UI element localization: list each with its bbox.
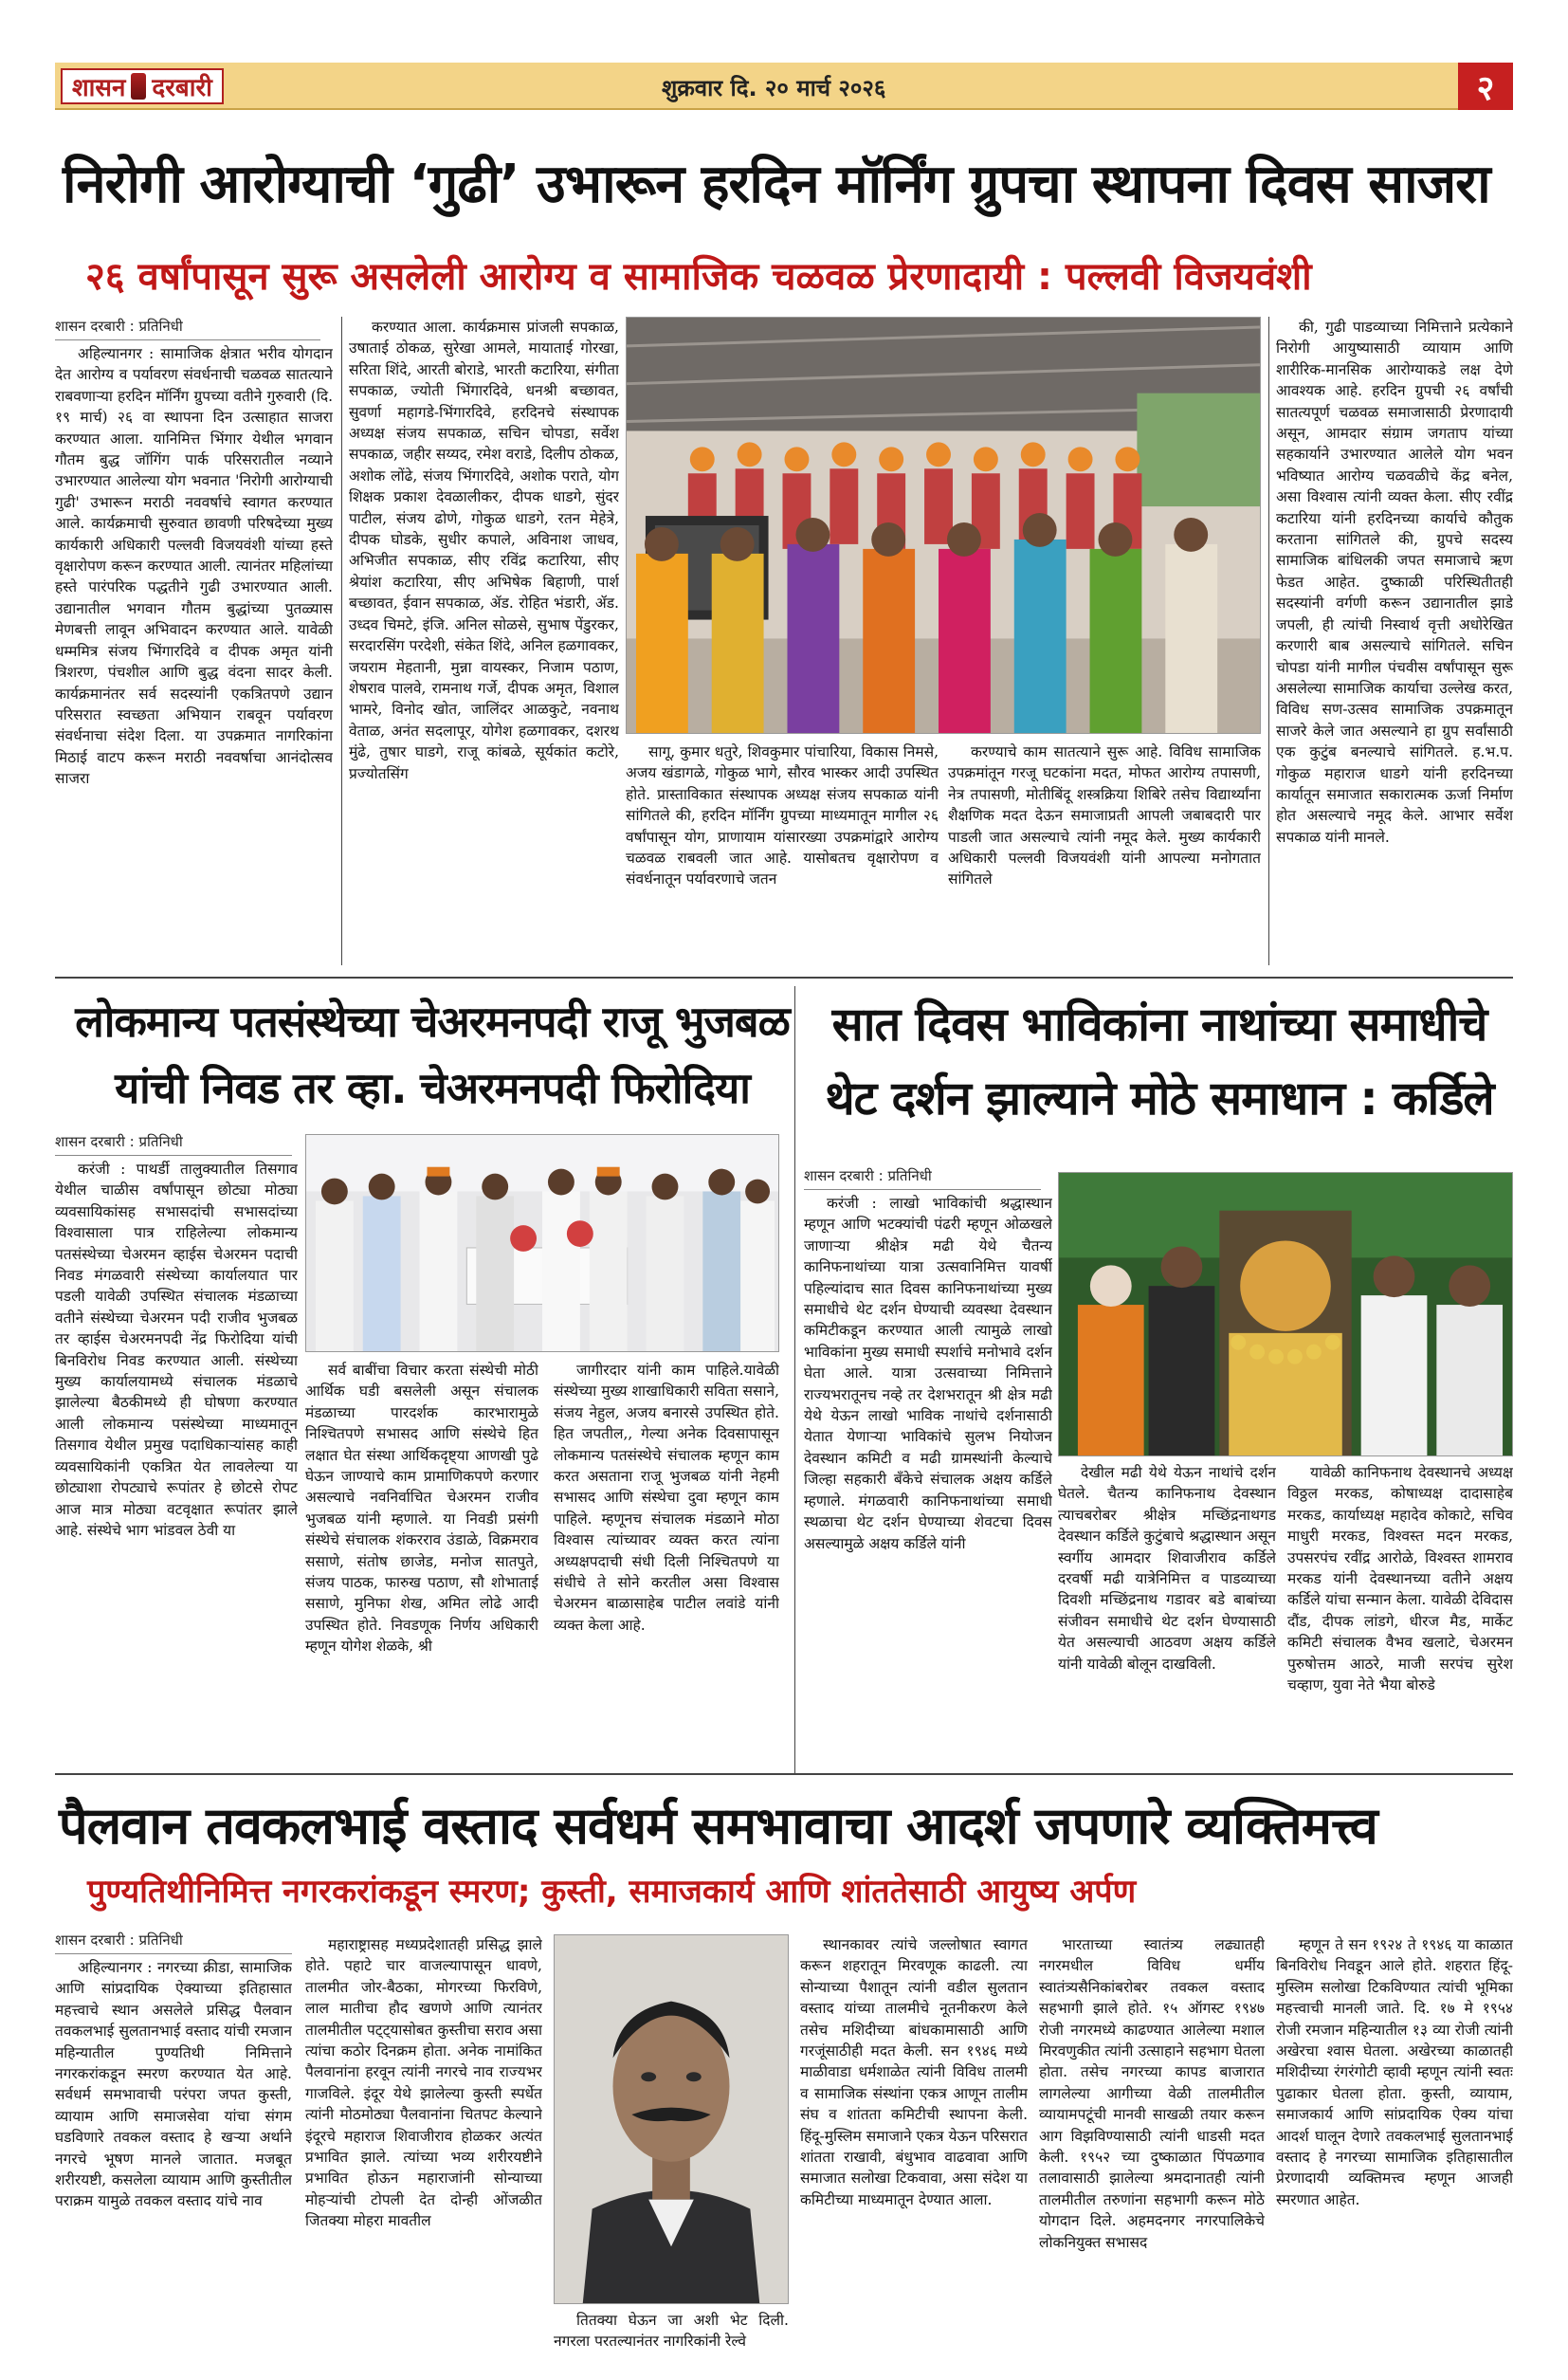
- article3-samadhi-photo: [1058, 1172, 1513, 1456]
- article3-headline-line2: थेट दर्शन झाल्याने मोठे समाधान : कर्डिले: [825, 1071, 1494, 1126]
- article2-col2: सर्व बाबींचा विचार करता संस्थेची मोठी आर्थिक घडी बसलेली असून संचालक मंडळाच्या पारदर्शक कारभारामुळे निश्चितपणे सभासद आणि संस्थेचे हित लक्षात घेत संस्था आर्थिकदृष्ट्या आणखी पुढे घेऊन जाण्याचे काम प्रामाणिकपणे करणार असल्याचे नवनिर्वाचित चेअरमन राजीव भुजबळ यांनी म्हणाले. या निवडी प्रसंगी संस्थेचे संचालक शंकरराव उंडाळे, विक्रमराव ससाणे, संतोष छाजेड, मनोज सातपुते, संजय पाठक, फारुख पठाण, सौ शोभाताई ससाणे, मुनिफा शेख, अमित लोढे आदी उपस्थित होते. निवडणूक निर्णय अधिकारी म्हणून योगेश शेळके, श्री: [305, 1362, 538, 1656]
- article4-col5: भारताच्या स्वातंत्र्य लढ्यातही नगरमधील विविध धर्मीय स्वातंत्र्यसैनिकांबरोबर तवकल वस्ताद सहभागी झाले होते. १५ ऑगस्ट १९४७ रोजी नगरमध्ये काढण्यात आलेल्या मशाल मिरवणुकीत त्यांनी उत्साहाने सहभाग घेतला होता. तसेच नगरच्या कापड बाजारात लागलेल्या आगीच्या वेळी तालमीतील व्यायामपटूंची मानवी साखळी तयार करून आग विझविण्यासाठी त्यांनी धाडसी मदत केली. १९५२ च्या दुष्काळात पिंपळगाव तलावासाठी झालेल्या श्रमदानातही त्यांनी तालमीतील तरुणांना सहभागी करून मोठे योगदान दिले. अहमदनगर नगरपालिकेचे लोकनियुक्त सभासद: [1039, 1936, 1265, 2251]
- page-number: २: [1458, 63, 1513, 110]
- article1-group-photo: [626, 317, 1261, 734]
- section-divider: [55, 1773, 1513, 1775]
- logo-right-text: दरबारी: [152, 74, 212, 102]
- article2-headline-line2: यांची निवड तर व्हा. चेअरमनपदी फिरोदिया: [115, 1063, 750, 1113]
- article3-headline-line1: सात दिवस भाविकांना नाथांच्या समाधीचे: [831, 998, 1487, 1052]
- article4-col2: महाराष्ट्रासह मध्यप्रदेशातही प्रसिद्ध झाले होते. पहाटे चार वाजल्यापासून धावणे, तालमीत जोर-बैठका, मोगरच्या फिरविणे, लाल मातीचा हौद खणणे आणि त्यानंतर तालमीतील पट्ट्यासोबत कुस्तीचा सराव असा त्यांचा कठोर दिनक्रम होता. अनेक नामांकित पैलवानांना हरवून त्यांनी नगरचे नाव राज्यभर गाजविले. इंदूर येथे झालेल्या कुस्ती स्पर्धेत त्यांनी मोठमोठ्या पैलवानांना चितपट केल्याने इंदूरचे महाराज शिवाजीराव होळकर अत्यंत प्रभावित झाले. त्यांच्या भव्य शरीरयष्टीने प्रभावित होऊन महाराजांनी सोन्याच्या मोहऱ्यांची टोपली देत दोन्ही ओंजळीत जितक्या मोहरा मावतील: [305, 1936, 542, 2230]
- article1-byline: शासन दरबारी : प्रतिनिधी: [55, 317, 320, 340]
- article1-col5: की, गुढी पाडव्याच्या निमित्ताने प्रत्येकाने निरोगी आयुष्यासाठी व्यायाम आणि शारीरिक-मानसिक आरोग्याकडे लक्ष देणे आवश्यक आहे. हरदिन ग्रुपची २६ वर्षांची सातत्यपूर्ण चळवळ समाजासाठी प्रेरणादायी असून, आमदार संग्राम जगताप यांच्या सहकार्याने उभारण्यात आलेले योग भवन भविष्यात आरोग्य चळवळीचे केंद्र बनेल, असा विश्वास त्यांनी व्यक्त केला. सीए रवींद्र कटारिया यांनी हरदिनच्या कार्याचे कौतुक करताना सांगितले की, ग्रुपचे सदस्य सामाजिक बांधिलकी जपत समाजाचे ऋण फेडत आहेत. दुष्काळी परिस्थितीतही सदस्यांनी वर्गणी करून उद्यानातील झाडे जपली, ही त्यांची निस्वार्थ वृत्ती अधोरेखित करणारी बाब असल्याचे सांगितले. सचिन चोपडा यांनी मागील पंचवीस वर्षांपासून सुरू असलेल्या सामाजिक कार्याचा उल्लेख करत, विविध सण-उत्सव सामाजिक उपक्रमातून साजरे केले जात असल्याने हा ग्रुप सर्वांसाठी एक कुटुंब बनल्याचे सांगितले. ह.भ.प. गोकुळ महाराज धाडगे यांनी हरदिनच्या कार्यातून समाजात सकारात्मक ऊर्जा निर्माण होत असल्याचे नमूद केले. आभार सर्वेश सपकाळ यांनी मानले.: [1276, 319, 1513, 846]
- article1-col3: सागू, कुमार धतुरे, शिवकुमार पांचारिया, विकास निमसे, अजय खंडागळे, गोकुळ भागे, सौरव भास्कर आदी उपस्थित होते. प्रास्ताविकात संस्थापक अध्यक्ष संजय सपकाळ यांनी सांगितले की, हरदिन मॉर्निंग ग्रुपच्या माध्यमातून मागील २६ वर्षांपासून योग, प्राणायाम यांसारख्या उपक्रमांद्वारे आरोग्य चळवळ राबवली जात आहे. यासोबतच वृक्षारोपण व संवर्धनातून पर्यावरणाचे जतन: [626, 743, 939, 888]
- article4-subheadline: पुण्यतिथीनिमित्त नगरकरांकडून स्मरण; कुस्ती, समाजकार्य आणि शांततेसाठी आयुष्य अर्पण: [87, 1873, 1137, 1911]
- article1-col4: करण्याचे काम सातत्याने सुरू आहे. विविध सामाजिक उपक्रमांतून गरजू घटकांना मदत, मोफत आरोग्य तपासणी, नेत्र तपासणी, मोतीबिंदू शस्त्रक्रिया शिबिरे तसेच विद्यार्थ्यांना शैक्षणिक मदत देऊन समाजाप्रती आपली जबाबदारी पार पाडली जात असल्याचे त्यांनी नमूद केले. मुख्य कार्यकारी अधिकारी पल्लवी विजयवंशी यांनी आपल्या मनोगतात सांगितले: [948, 743, 1261, 888]
- article2-col3: जागीरदार यांनी काम पाहिले.यावेळी संस्थेच्या मुख्य शाखाधिकारी सविता ससाने, संजय नेहुल, अजय बनारसे उपस्थित होते. हित जपतील,, गेल्या अनेक दिवसापासून लोकमान्य पतसंस्थेचे संचालक म्हणून काम करत असताना राजू भुजबळ यांनी नेहमी सभासद आणि संस्थेचा दुवा म्हणून काम पाहिले. म्हणूनच संचालक मंडळाने मोठा विश्वास त्यांच्यावर व्यक्त करत त्यांना अध्यक्षपदाची संधी दिली निश्चितपणे या संधीचे ते सोने करतील असा विश्वास चेअरमन बाळासाहेब पाटील लवांडे यांनी व्यक्त केला आहे.: [554, 1362, 779, 1634]
- pen-icon: [131, 73, 146, 100]
- section-divider: [55, 977, 1513, 979]
- article4-headline: पैलवान तवकलभाई वस्ताद सर्वधर्म समभावाचा आदर्श जपणारे व्यक्तिमत्त्व: [59, 1796, 1377, 1856]
- article1-headline: निरोगी आरोग्याची ‘गुढी’ उभारून हरदिन मॉर्निंग ग्रुपचा स्थापना दिवस साजरा: [63, 154, 1490, 215]
- column-divider: [794, 986, 795, 1773]
- article2-byline: शासन दरबारी : प्रतिनिधी: [55, 1132, 292, 1156]
- logo-left-text: शासन: [72, 74, 126, 102]
- article3-col3: यावेळी कानिफनाथ देवस्थानचे अध्यक्ष विठ्ठल मरकड, कोषाध्यक्ष दादासाहेब मरकड, कार्याध्यक्ष महादेव कोकाटे, सचिव माधुरी मरकड, विश्वस्त मदन मरकड, उपसरपंच रवींद्र आरोळे, विश्वस्त शामराव मरकड यांनी देवस्थानच्या वतीने अक्षय कर्डिले यांचा सन्मान केला. यावेळी देविदास दौंड, दीपक लांडगे, धीरज मैड, मार्केट कमिटी संचालक वैभव खलाटे, चेअरमन पुरुषोत्तम आठरे, माजी सरपंच सुरेश चव्हाण, युवा नेते भैया बोरुडे: [1287, 1464, 1513, 1694]
- article3-col1: करंजी : लाखो भाविकांची श्रद्धास्थान म्हणून आणि भटक्यांची पंढरी म्हणून ओळखले जाणाऱ्या श्रीक्षेत्र मढी येथे चैतन्य कानिफनाथांच्या यात्रा उत्सवानिमित्त यावर्षी पहिल्यांदाच सात दिवस कानिफनाथांच्या मुख्य समाधीचे थेट दर्शन घेण्याची व्यवस्था देवस्थान कमिटीकडून करण्यात आली त्यामुळे लाखो भाविकांना मुख्य समाधी स्पर्शाचे मनोभावे दर्शन घेता आले. यात्रा उत्सवाच्या निमित्ताने राज्यभरातूनच नव्हे तर देशभरातून श्री क्षेत्र मढी येथे येऊन लाखो भाविक नाथांचे दर्शनासाठी येतात येणाऱ्या भाविकांचे सुलभ नियोजन देवस्थान कमिटी व मढी ग्रामस्थांनी केल्याचे जिल्हा सहकारी बँकेचे संचालक अक्षय कर्डिले म्हणाले. मंगळवारी कानिफनाथांच्या समाधी स्थळाचा थेट दर्शन घेण्याच्या शेवटचा दिवस असल्यामुळे अक्षय कर्डिले यांनी: [804, 1195, 1052, 1552]
- article4-col3: तितक्या घेऊन जा अशी भेट दिली. नगरला परतल्यानंतर नागरिकांनी रेल्वे: [554, 2312, 789, 2351]
- article3-byline: शासन दरबारी : प्रतिनिधी: [804, 1166, 1041, 1190]
- article1-col1: अहिल्यानगर : सामाजिक क्षेत्रात भरीव योगदान देत आरोग्य व पर्यावरण संवर्धनाची चळवळ सातत्याने राबवणाऱ्या हरदिन मॉर्निंग ग्रुपच्या वतीने गुरुवारी (दि. १९ मार्च) २६ वा स्थापना दिन उत्साहात साजरा करण्यात आला. यानिमित्त भिंगार येथील भगवान गौतम बुद्ध जॉगिंग पार्क परिसरातील नव्याने उभारण्यात आलेल्या योग भवनात 'निरोगी आरोग्याची गुढी' उभारून मराठी नववर्षाचे स्वागत करण्यात आले. कार्यक्रमाची सुरुवात छावणी परिषदेच्या मुख्य कार्यकारी अधिकारी पल्लवी विजयवंशी यांच्या हस्ते वृक्षारोपण करून करण्यात आली. त्यानंतर महिलांच्या हस्ते पारंपरिक पद्धतीने गुढी उभारण्यात आली. उद्यानातील भगवान गौतम बुद्धांच्या पुतळ्यास मेणबत्ती लावून अभिवादन करण्यात आले. यावेळी धम्ममित्र संजय भिंगारदिवे व दीपक अमृत यांनी त्रिशरण, पंचशील आणि बुद्ध वंदना सादर केली. कार्यक्रमानंतर सर्व सदस्यांनी एकत्रितपणे उद्यान परिसरात स्वच्छता अभियान राबवून पर्यावरण संवर्धनाचा संदेश दिला. या उपक्रमात नागरिकांना मिठाई वाटप करून मराठी नववर्षाचा आनंदोत्सव साजरा: [55, 345, 333, 788]
- article4-col6: म्हणून ते सन १९२४ ते १९४६ या काळात बिनविरोध निवडून आले होते. शहरात हिंदू-मुस्लिम सलोखा टिकविण्यात त्यांची भूमिका महत्त्वाची मानली जाते. दि. १७ मे १९५४ रोजी रमजान महिन्यातील १३ व्या रोजी त्यांनी अखेरचा श्वास घेतला. अखेरच्या काळातही मशिदीच्या रंगरंगोटी व्हावी म्हणून त्यांनी स्वतः पुढाकार घेतला होता. कुस्ती, व्यायाम, समाजकार्य आणि सांप्रदायिक ऐक्य यांचा आदर्श घालून देणारे तवकलभाई सुलतानभाई वस्ताद हे नगरच्या सामाजिक इतिहासातील प्रेरणादायी व्यक्तिमत्त्व म्हणून आजही स्मरणात आहेत.: [1276, 1936, 1513, 2208]
- newspaper-logo[interactable]: [61, 68, 224, 104]
- article1-subheadline: २६ वर्षांपासून सुरू असलेली आरोग्य व सामाजिक चळवळ प्रेरणादायी : पल्लवी विजयवंशी: [85, 255, 1312, 299]
- article2-felicitation-photo: [305, 1134, 779, 1352]
- article4-col1: अहिल्यानगर : नगरच्या क्रीडा, सामाजिक आणि सांप्रदायिक ऐक्याच्या इतिहासात महत्त्वाचे स्थान असलेले प्रसिद्ध पैलवान तवकलभाई सुलतानभाई वस्ताद यांची रमजान महिन्यातील पुण्यतिथी निमित्ताने नगरकरांकडून स्मरण करण्यात येत आहे. सर्वधर्म समभावाची परंपरा जपत कुस्ती, व्यायाम आणि समाजसेवा यांचा संगम घडविणारे तवकल वस्ताद हे खऱ्या अर्थाने नगरचे भूषण मानले जातात. मजबूत शरीरयष्टी, कसलेला व्यायाम आणि कुस्तीतील पराक्रम यामुळे तवकल वस्ताद यांचे नाव: [55, 1959, 292, 2210]
- article2-headline-line1: लोकमान्य पतसंस्थेच्या चेअरमनपदी राजू भुजबळ: [75, 997, 790, 1047]
- masthead: [55, 63, 1513, 110]
- article1-col2: करण्यात आला. कार्यक्रमास प्रांजली सपकाळ, उषाताई ठोकळ, सुरेखा आमले, मायाताई गोरखा, सरिता शिंदे, आरती बोराडे, भारती कटारिया, संगीता सपकाळ, ज्योती भिंगारदिवे, धनश्री बच्छावत, सुवर्णा महागडे-भिंगारदिवे, हरदिनचे संस्थापक अध्यक्ष संजय सपकाळ, सचिन चोपडा, सर्वेश सपकाळ, जहीर सय्यद, रमेश वराडे, दिलीप ठोकळ, अशोक लोंढे, संजय भिंगारदिवे, अशोक पराते, योग शिक्षक प्रकाश देवळालीकर, दीपक धाडगे, सुंदर पाटील, संजय ढोणे, गोकुळ धाडगे, रतन मेहेत्रे, दीपक घोडके, सुधीर कपाले, अविनाश जाधव, अभिजीत सपकाळ, सीए रविंद्र कटारिया, सीए श्रेयांश कटारिया, सीए अभिषेक बिहाणी, पार्श बच्छावत, ईवान सपकाळ, ॲड. रोहित भंडारी, ॲड. उध्दव चिमटे, इंजि. अनिल सोळसे, सुभाष पेंडुरकर, सरदारसिंग परदेशी, संकेत शिंदे, अनिल हळगावकर, जयराम मेहतानी, मुन्ना वायस्कर, निजाम पठाण, शेषराव पालवे, रामनाथ गर्जे, दीपक अमृत, विशाल भामरे, विनोद खोत, जालिंदर आळकुटे, नवनाथ वेताळ, अनंत सदलापूर, योगेश हळगावकर, दशरथ मुंढे, तुषार घाडगे, राजू कांबळे, सूर्यकांत कटोरे, प्रज्योतसिंग: [349, 319, 619, 782]
- column-divider: [1268, 317, 1269, 965]
- article3-col2: देखील मढी येथे येऊन नाथांचे दर्शन घेतले. चैतन्य कानिफनाथ देवस्थान त्याचबरोबर श्रीक्षेत्र मच्छिंद्रनाथगड देवस्थान कर्डिले कुटुंबाचे श्रद्धास्थान असून स्वर्गीय आमदार शिवाजीराव कर्डिले दरवर्षी मढी यात्रेनिमित्त व पाडव्याच्या दिवशी मच्छिंद्रनाथ गडावर बडे बाबांच्या संजीवन समाधीचे थेट दर्शन घेण्यासाठी येत असल्याची आठवण अक्षय कर्डिले यांनी यावेळी बोलून दाखविली.: [1058, 1464, 1276, 1673]
- article2-col1: करंजी : पाथर्डी तालुक्यातील तिसगाव येथील चाळीस वर्षांपासून छोट्या मोठ्या व्यवसायिकांसह सभासदांची सभासदांच्या विश्वासाला पात्र राहिलेल्या लोकमान्य पतसंस्थेच्या चेअरमन व्हाईस चेअरमन पदाची निवड मंगळवारी संस्थेच्या कार्यालयात पार पडली यावेळी उपस्थित संचालक मंडळाच्या वतीने संस्थेच्या चेअरमन पदी राजीव भुजबळ तर व्हाईस चेअरमनपदी नेंद्र फिरोदिया यांची बिनविरोध निवड करण्यात आली. संस्थेच्या मुख्य कार्यालयामध्ये संचालक मंडळाचे झालेल्या बैठकीमध्ये ही घोषणा करण्यात आली लोकमान्य पसंस्थेच्या माध्यमातून तिसगाव येथील प्रमुख पदाधिकाऱ्यांसह काही व्यवसायिकांनी एकत्रित येत लावलेल्या या छोट्याशा रोपट्याचे रूपांतर हे छोटसे रोपट आज मात्र मोठ्या वटवृक्षात रूपांतर झाले आहे. संस्थेचे भाग भांडवल ठेवी या: [55, 1161, 298, 1539]
- article4-byline: शासन दरबारी : प्रतिनिधी: [55, 1931, 292, 1954]
- article4-col4: स्थानकावर त्यांचे जल्लोषात स्वागत करून शहरातून मिरवणूक काढली. त्या सोन्याच्या पैशातून त्यांनी वडील सुलतान वस्ताद यांच्या तालमीचे नूतनीकरण केले तसेच मशिदीच्या बांधकामासाठी आणि गरजूंसाठीही मदत केली. सन १९४६ मध्ये माळीवाडा धर्मशाळेत त्यांनी विविध तालमी व सामाजिक संस्थांना एकत्र आणून तालीम संघ व शांतता कमिटीची स्थापना केली. हिंदू-मुस्लिम समाजाने एकत्र येऊन परिसरात शांतता राखावी, बंधुभाव वाढवावा आणि समाजात सलोखा टिकवावा, असा संदेश या कमिटीच्या माध्यमातून देण्यात आला.: [800, 1936, 1028, 2208]
- column-divider: [341, 317, 342, 965]
- issue-date: शुक्रवार दि. २० मार्च २०२६: [662, 75, 886, 101]
- article4-portrait-photo: [554, 1934, 789, 2304]
